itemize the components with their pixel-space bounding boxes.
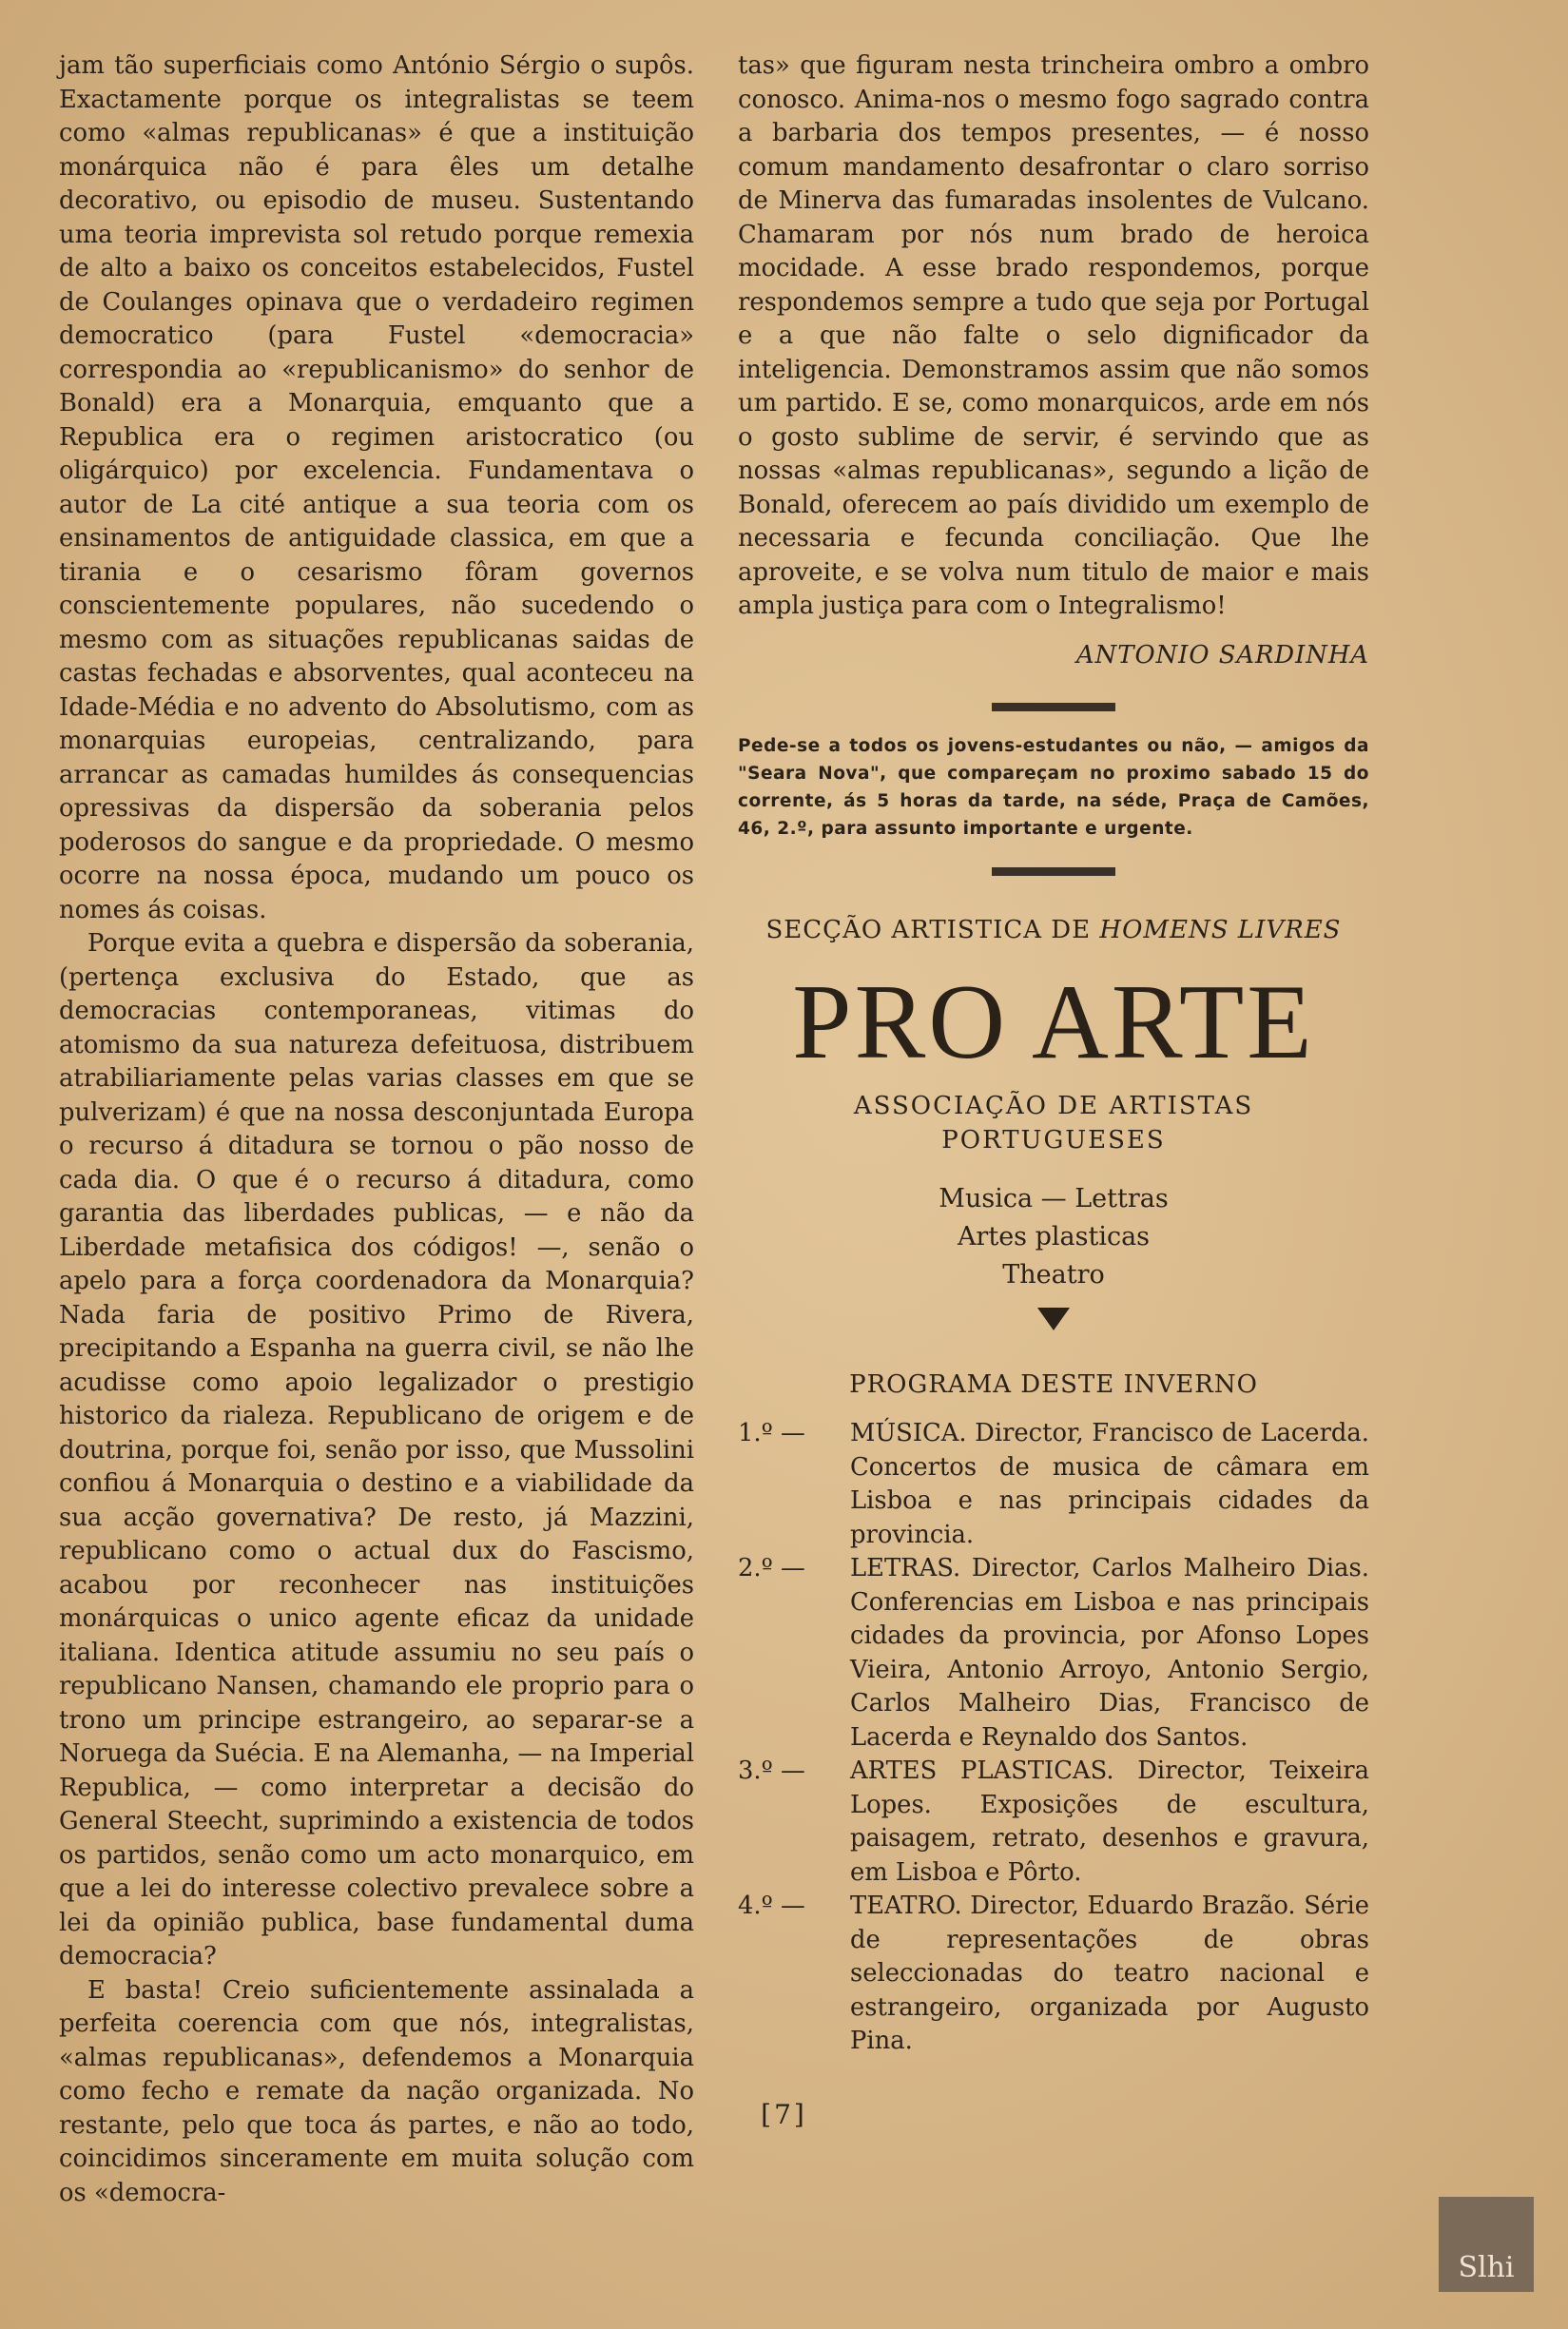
left-paragraph-2: Porque evita a quebra e dispersão da soberania, (pertença exclusiva do Estado, que as democracias contemporaneas, vitimas do atomismo da sua natureza defeituosa, distribuem atrabiliariamente pelas varias classes em que se pulverizam) é que na nossa desconjuntada Europa o recurso á ditadura se tornou o pão nosso de cada dia. O que é o recurso á ditadura, como garantia das liberdades publicas, — e não da Liberdade metafisica dos códigos! —, senão o apelo para a força coordenadora da Monarquia? Nada faria de positivo Primo de Rivera, precipitando a Espanha na guerra civil, se não lhe acudisse como apoio legalizador o prestigio historico da rialeza. Republicano de origem e de doutrina, porque foi, senão por isso, que Mussolini confiou á Monarquia o destino e a viabilidade da sua acção governativa? De resto, já Mazzini, republicano como o actual dux do Fascismo, acabou por reconhecer nas instituições monárquicas o unico agente eficaz da unidade italiana. Identica atitude assumiu no seu país o republicano Nansen, chamando ele proprio para o trono um principe estrangeiro, ao separar-se a Noruega da Suécia. E na Alemanha, — na Imperial Republica, — como interpretar a decisão do General Steecht, suprimindo a existencia de todos os partidos, senão como um acto monarquico, em que a lei do interesse colectivo prevalece sobre a lei da opinião publica, base fundamental duma democracia?: [59, 929, 694, 1970]
program-item-number: 2.º —: [738, 1554, 805, 1582]
divider-rule-bottom: [992, 867, 1115, 876]
notice-box: Pede-se a todos os jovens-estudantes ou não, — amigos da "Seara Nova", que compareçam no proximo sabado 15 do corrente, ás 5 horas da tarde, na séde, Praça de Camões, 46, 2.º, para assunto importante e urgente.: [738, 736, 1369, 839]
program-title: PROGRAMA DESTE INVERNO: [849, 1369, 1258, 1399]
section-label-italic: HOMENS LIVRES: [1099, 916, 1342, 944]
program-item: [738, 1755, 1369, 1890]
left-paragraph-1: jam tão superficiais como António Sérgio o supôs. Exactamente porque os integralistas se teem como «almas republicanas» é que a instituição monárquica não é para êles um detalhe decorativo, ou episodio de museu. Sustentando uma teoria imprevista sol retudo porque remexia de alto a baixo os conceitos estabelecidos, Fustel de Coulanges opinava que o verdadeiro regimen democratico (para Fustel «democracia» correspondia ao «republicanismo» do senhor de Bonald) era a Monarquia, emquanto que a Republica era o regimen aristocratico (ou oligárquico) por excelencia. Fundamentava o autor de La cité antique a sua teoria com os ensinamentos de antiguidade classica, em que a tirania e o cesarismo fôram governos conscientemente populares, não sucedendo o mesmo com as situações republicanas saidas de castas fechadas e absorventes, qual aconteceu na Idade-Média e no advento do Absolutismo, com as monarquias europeias, centralizando, para arrancar as camadas humildes ás consequencias opressivas da dispersão da soberania pelos poderosos do sangue e da propriedade. O mesmo ocorre na nossa época, mudando um pouco os nomes ás coisas.: [59, 51, 694, 924]
program-item-text: TEATRO. Director, Eduardo Brazão. Série de representações de obras seleccionadas do teatro nacional e estrangeiro, organizada por Augusto Pina.: [850, 1892, 1369, 2055]
program-item: [738, 1552, 1369, 1755]
program-item-number: 1.º —: [738, 1419, 805, 1447]
author-signature: ANTONIO SARDINHA: [1076, 640, 1369, 670]
right-paragraph: tas» que figuram nesta trincheira ombro a ombro conosco. Anima-nos o mesmo fogo sagrado contra a barbaria dos tempos presentes, — é nosso comum mandamento desafrontar o claro sorriso de Minerva das fumaradas insolentes de Vulcano. Chamaram por nós num brado de heroica mocidade. A esse brado respondemos, porque respondemos sempre a tudo que seja por Portugal e a que não falte o selo dignificador da inteligencia. Demonstramos assim que não somos um partido. E se, como monarquicos, arde em nós o gosto sublime de servir, é servindo que as nossas «almas republicanas», segundo a lição de Bonald, oferecem ao país dividido um exemplo de necessaria e fecunda conciliação. Que lhe aproveite, e se volva num titulo de maior e mais ampla justiça para com o Integralismo!: [738, 51, 1369, 620]
program-item-text: LETRAS. Director, Carlos Malheiro Dias. Conferencias em Lisboa e nas principais cidades da provincia, por Afonso Lopes Vieira, Antonio Arroyo, Antonio Sergio, Carlos Malheiro Dias, Francisco de Lacerda e Reynaldo dos Santos.: [850, 1554, 1369, 1752]
pro-arte-title: PRO ARTE: [792, 962, 1315, 1081]
right-column: [738, 49, 1369, 2059]
area-item: Theatro: [1002, 1259, 1105, 1290]
arts-areas: [738, 1180, 1369, 1294]
section-heading: [738, 914, 1369, 948]
program-list: [738, 1417, 1369, 2059]
section-label: SECÇÃO ARTISTICA DE: [765, 916, 1092, 944]
program-item-text: ARTES PLASTICAS. Director, Teixeira Lopes. Exposições de escultura, paisagem, retrato, desenhos e gravura, em Lisboa e Pôrto.: [850, 1756, 1369, 1887]
program-item: [738, 1890, 1369, 2059]
library-stamp-logo: Slhi: [1439, 2197, 1534, 2292]
program-item-number: 4.º —: [738, 1892, 805, 1920]
area-item: Artes plasticas: [957, 1221, 1151, 1252]
program-item-text: MÚSICA. Director, Francisco de Lacerda. Concertos de musica de câmara em Lisboa e nas principais cidades da provincia.: [850, 1419, 1369, 1549]
divider-rule-top: [992, 703, 1115, 711]
left-paragraph-3: E basta! Creio suficientemente assinalada a perfeita coerencia com que nós, integralistas, «almas republicanas», defendemos a Monarquia como fecho e remate da nação organizada. No restante, pelo que toca ás partes, e não ao todo, coincidimos sinceramente em muita solução com os «democra-: [59, 1975, 694, 2207]
left-column: [59, 49, 694, 2210]
association-line-1: ASSOCIAÇÃO DE ARTISTAS: [853, 1091, 1254, 1120]
association-line-2: PORTUGUESES: [941, 1125, 1166, 1155]
program-item: [738, 1417, 1369, 1552]
page-number: [7]: [761, 2099, 807, 2130]
down-triangle-icon: [1037, 1308, 1070, 1330]
program-item-number: 3.º —: [738, 1756, 805, 1785]
association-name: [738, 1089, 1369, 1157]
area-item: Musica — Lettras: [939, 1183, 1169, 1213]
